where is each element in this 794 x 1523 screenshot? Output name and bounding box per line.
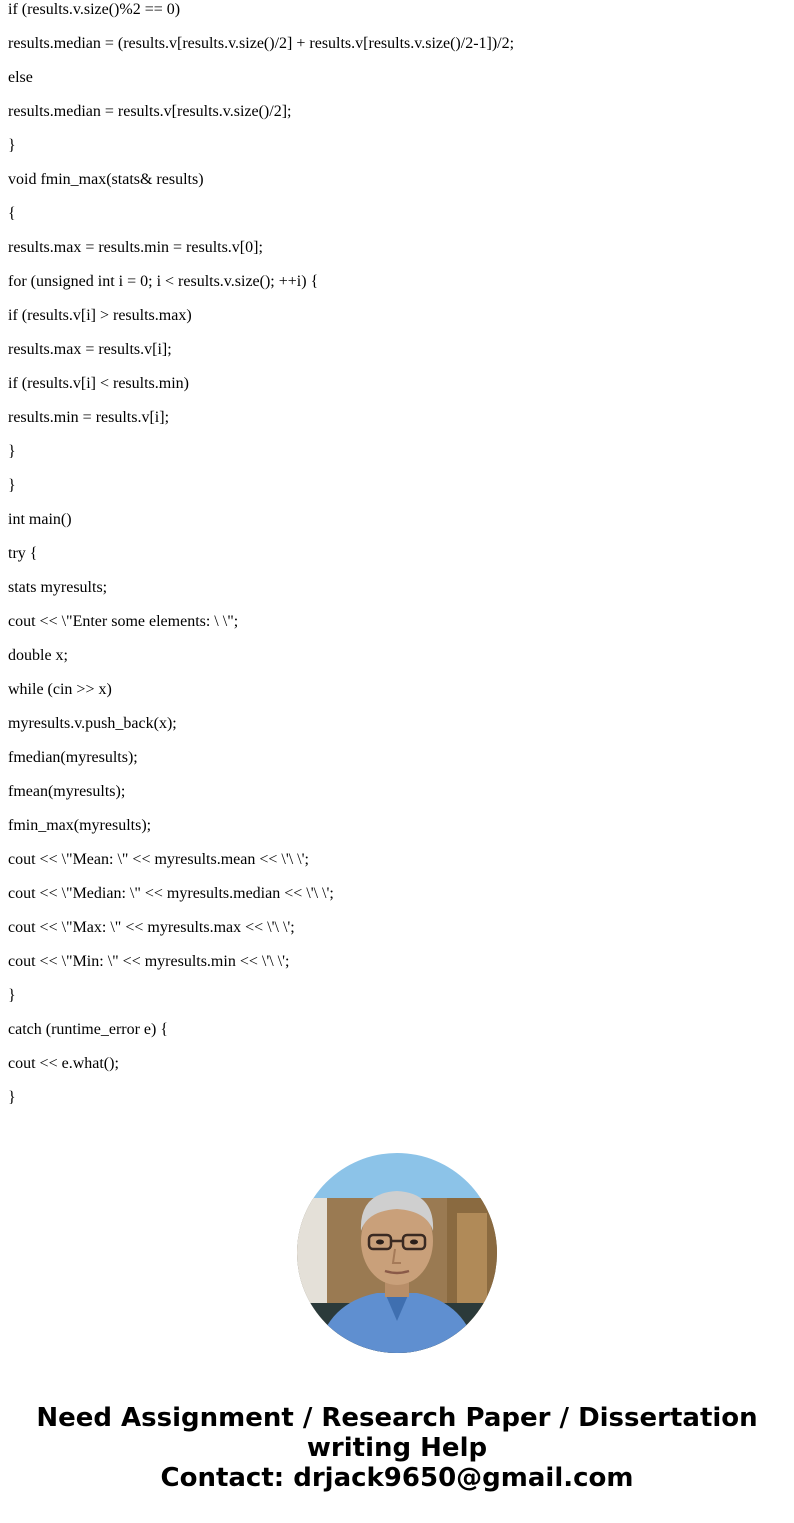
code-line: for (unsigned int i = 0; i < results.v.size(); ++i) { xyxy=(8,273,319,290)
code-line: catch (runtime_error e) { xyxy=(8,1021,169,1038)
code-line: while (cin >> x) xyxy=(8,681,112,698)
promo-subheadline: writing Help xyxy=(306,1433,488,1463)
code-line: results.median = results.v[results.v.size()/2]; xyxy=(8,103,292,120)
code-line: int main() xyxy=(8,511,72,528)
code-line: } xyxy=(8,477,16,494)
code-listing xyxy=(8,0,788,1122)
person-photo-icon xyxy=(297,1153,497,1353)
code-line: else xyxy=(8,69,33,86)
code-line: { xyxy=(8,205,16,222)
code-line: try { xyxy=(8,545,38,562)
code-line: fmin_max(myresults); xyxy=(8,817,152,834)
code-line: void fmin_max(stats& results) xyxy=(8,171,204,188)
code-line: if (results.v.size()%2 == 0) xyxy=(8,1,181,18)
code-line: cout << \"Max: \" << myresults.max << \'\ \'; xyxy=(8,919,295,936)
code-line: cout << \"Min: \" << myresults.min << \'\ \'; xyxy=(8,953,290,970)
code-line: } xyxy=(8,137,16,154)
code-line: fmedian(myresults); xyxy=(8,749,138,766)
code-line: stats myresults; xyxy=(8,579,108,596)
code-line: results.max = results.v[i]; xyxy=(8,341,172,358)
code-line: } xyxy=(8,443,16,460)
author-avatar xyxy=(297,1153,497,1353)
code-line: cout << \"Mean: \" << myresults.mean << \'\ \'; xyxy=(8,851,309,868)
code-line: if (results.v[i] > results.max) xyxy=(8,307,192,324)
code-line: results.min = results.v[i]; xyxy=(8,409,170,426)
code-line: cout << \"Enter some elements: \ \"; xyxy=(8,613,239,630)
code-line: myresults.v.push_back(x); xyxy=(8,715,177,732)
contact-email: Contact: drjack9650@gmail.com xyxy=(160,1463,634,1493)
code-line: cout << \"Median: \" << myresults.median << \'\ \'; xyxy=(8,885,334,902)
code-line: if (results.v[i] < results.min) xyxy=(8,375,189,392)
code-line: cout << e.what(); xyxy=(8,1055,119,1072)
code-line: } xyxy=(8,987,16,1004)
code-line: results.max = results.min = results.v[0]; xyxy=(8,239,263,256)
code-line: results.median = (results.v[results.v.size()/2] + results.v[results.v.size()/2-1])/2; xyxy=(8,35,515,52)
promo-contact-block xyxy=(0,1403,794,1493)
code-line: double x; xyxy=(8,647,68,664)
code-line: fmean(myresults); xyxy=(8,783,126,800)
code-line: } xyxy=(8,1089,16,1106)
promo-headline: Need Assignment / Research Paper / Dissertation xyxy=(36,1403,758,1433)
